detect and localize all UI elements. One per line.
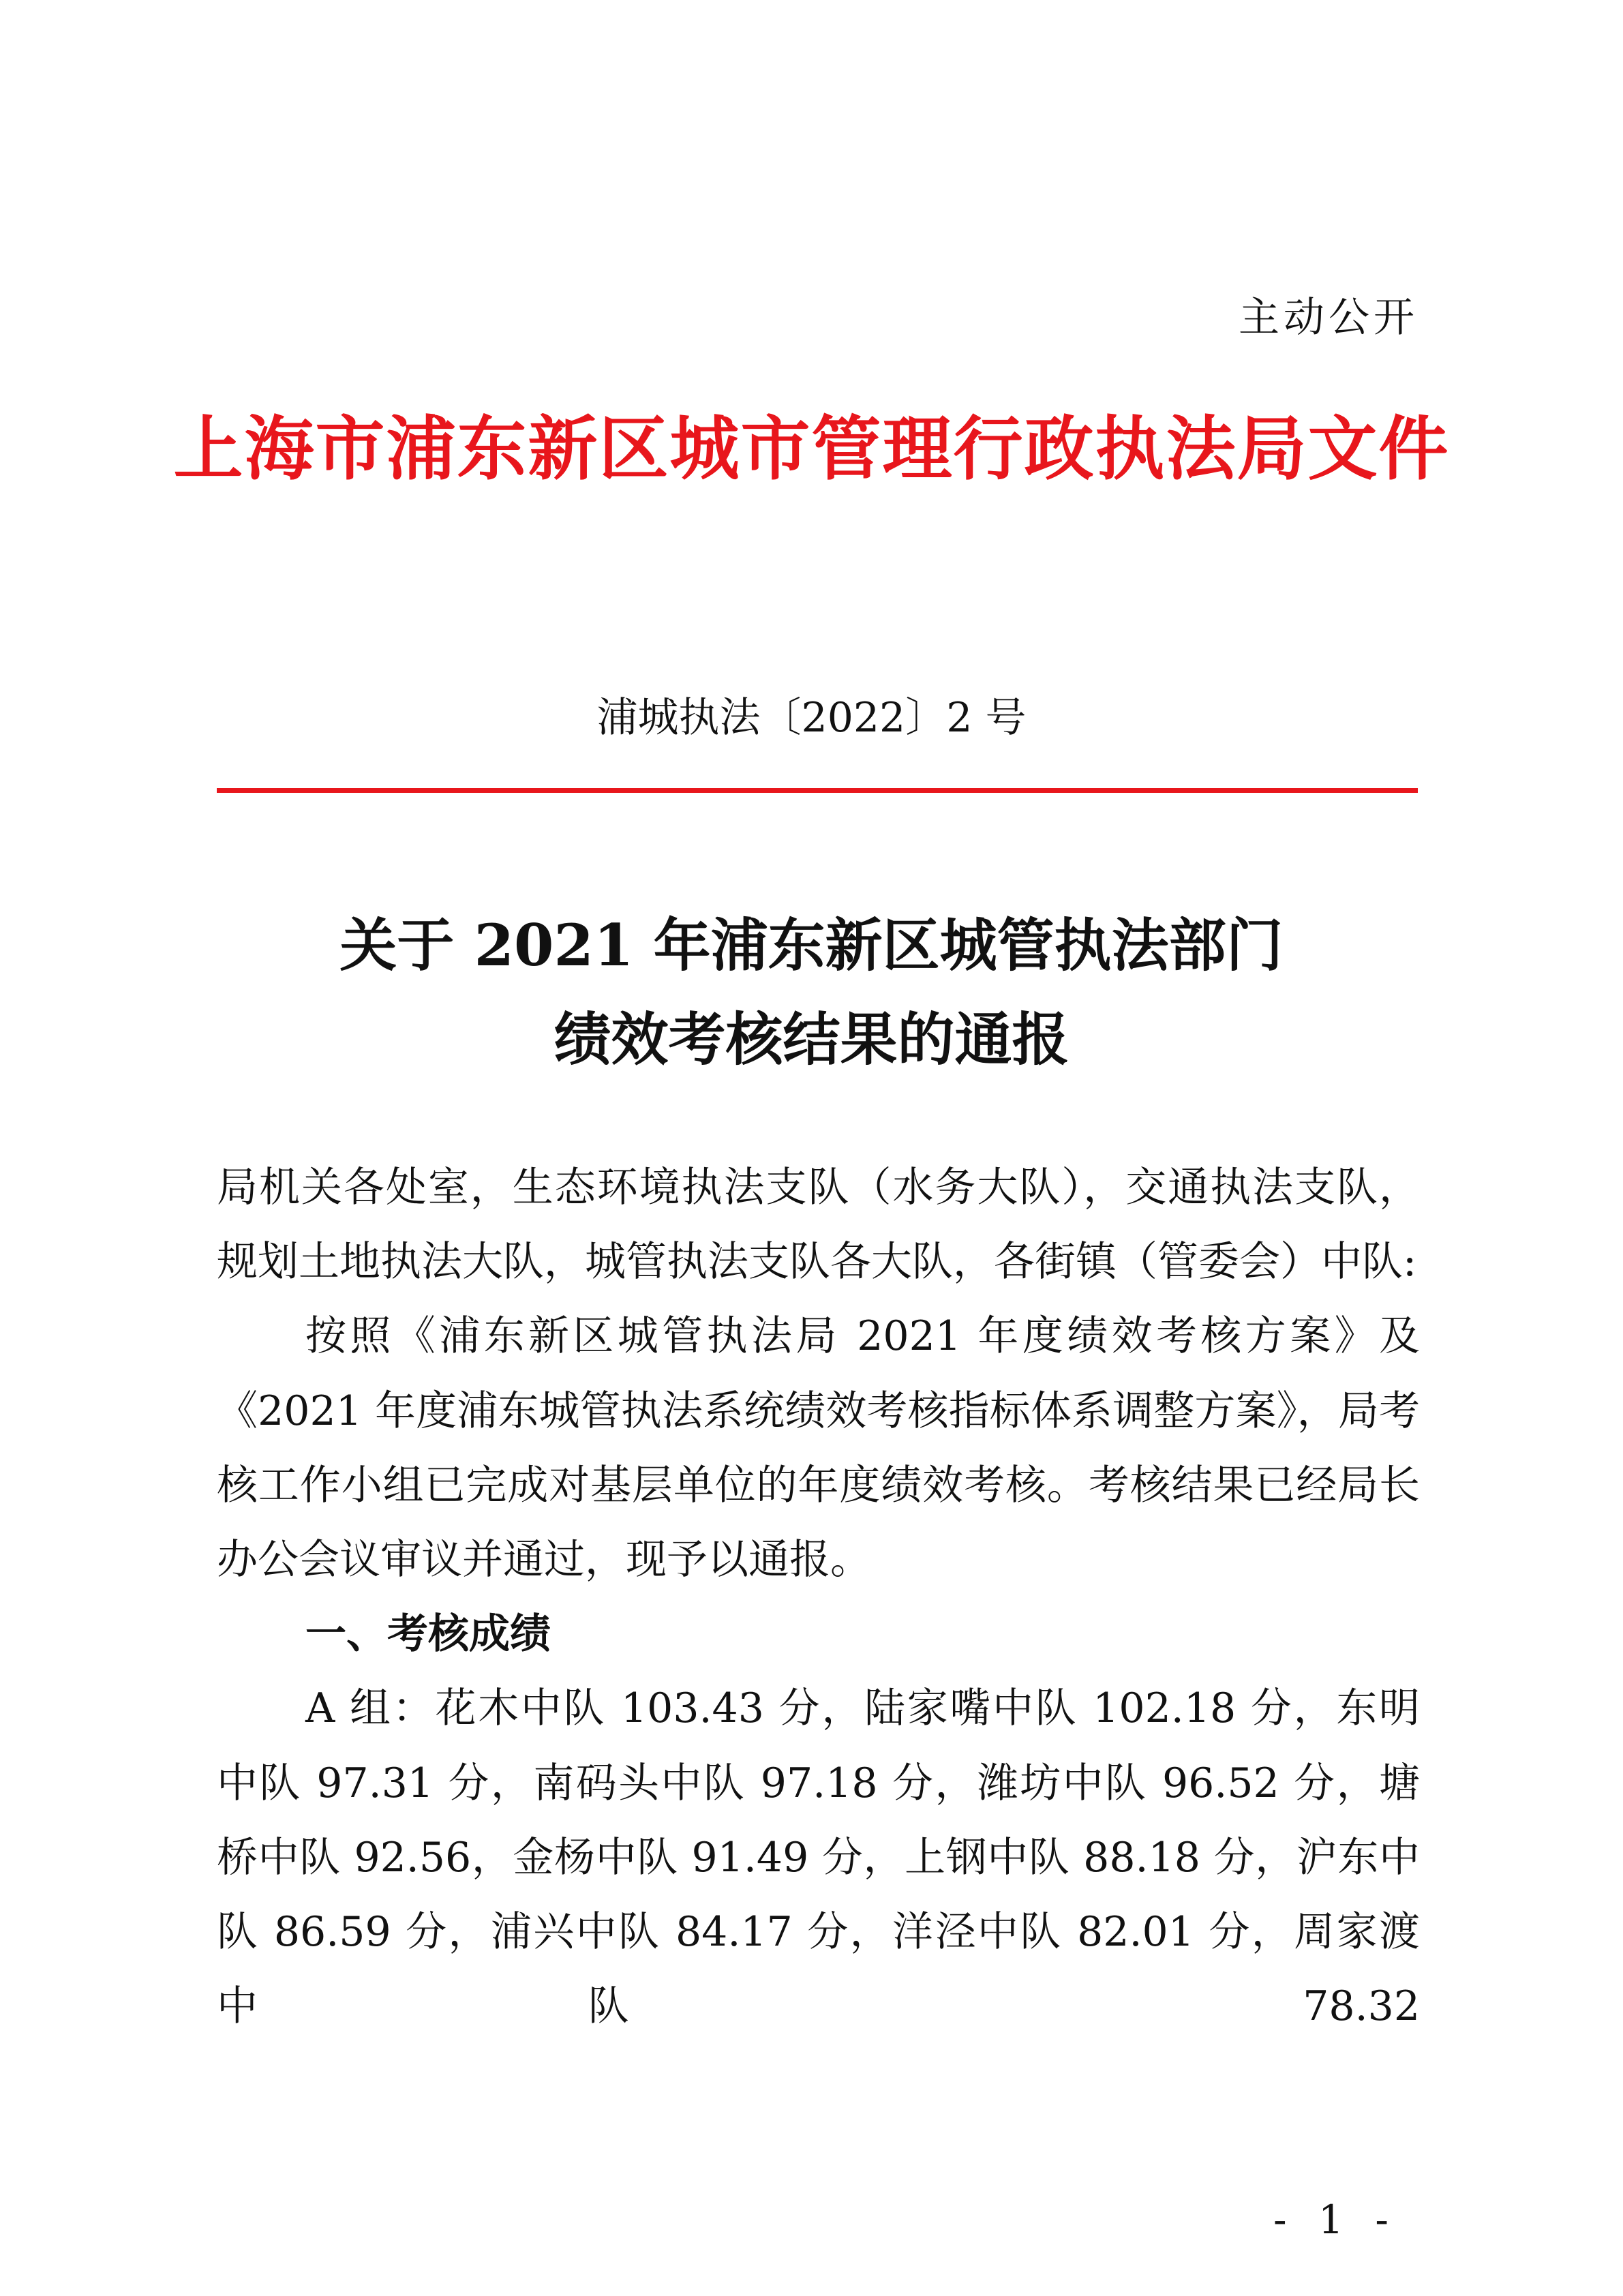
document-title-line-2: 绩效考核结果的通报 (553, 1006, 1070, 1073)
page-number: - 1 - (1273, 2196, 1398, 2243)
section-heading: 一、考核成绩 (305, 1610, 551, 1659)
disclosure-label: 主动公开 (1239, 294, 1419, 342)
addressee-line-1: 局机关各处室，生态环境执法支队（水务大队），交通执法支队， (217, 1164, 1420, 1211)
red-divider-line (217, 788, 1418, 793)
document-number: 浦城执法〔2022〕2 号 (596, 694, 1027, 742)
issuing-authority-header: 上海市浦东新区城市管理行政执法局文件 (173, 408, 1450, 490)
addressee-line-2: 规划土地执法大队，城管执法支队各大队，各街镇（管委会）中队: (217, 1238, 1417, 1286)
group-a-scores: A 组：花木中队 103.43 分，陆家嘴中队 102.18 分，东明中队 97.31 分，南码头中队 97.18 分，潍坊中队 96.52 分，塘桥中队 92.56，金杨中队 91.49 分，上钢中队 88.18 分，沪东中队 86.59 分，浦兴中队 84.17 分，洋泾中队 82.01 分，周家渡中队 78.32 (217, 1685, 1420, 2031)
document-title-line-1: 关于 2021 年浦东新区城管执法部门 (339, 911, 1284, 979)
intro-paragraph: 按照《浦东新区城管执法局 2021 年度绩效考核方案》及《2021 年度浦东城管执法系统绩效考核指标体系调整方案》，局考核工作小组已完成对基层单位的年度绩效考核。考核结果已经局长办公会议审议并通过，现予以通报。 (217, 1312, 1420, 1584)
document-body (217, 1151, 1420, 2044)
